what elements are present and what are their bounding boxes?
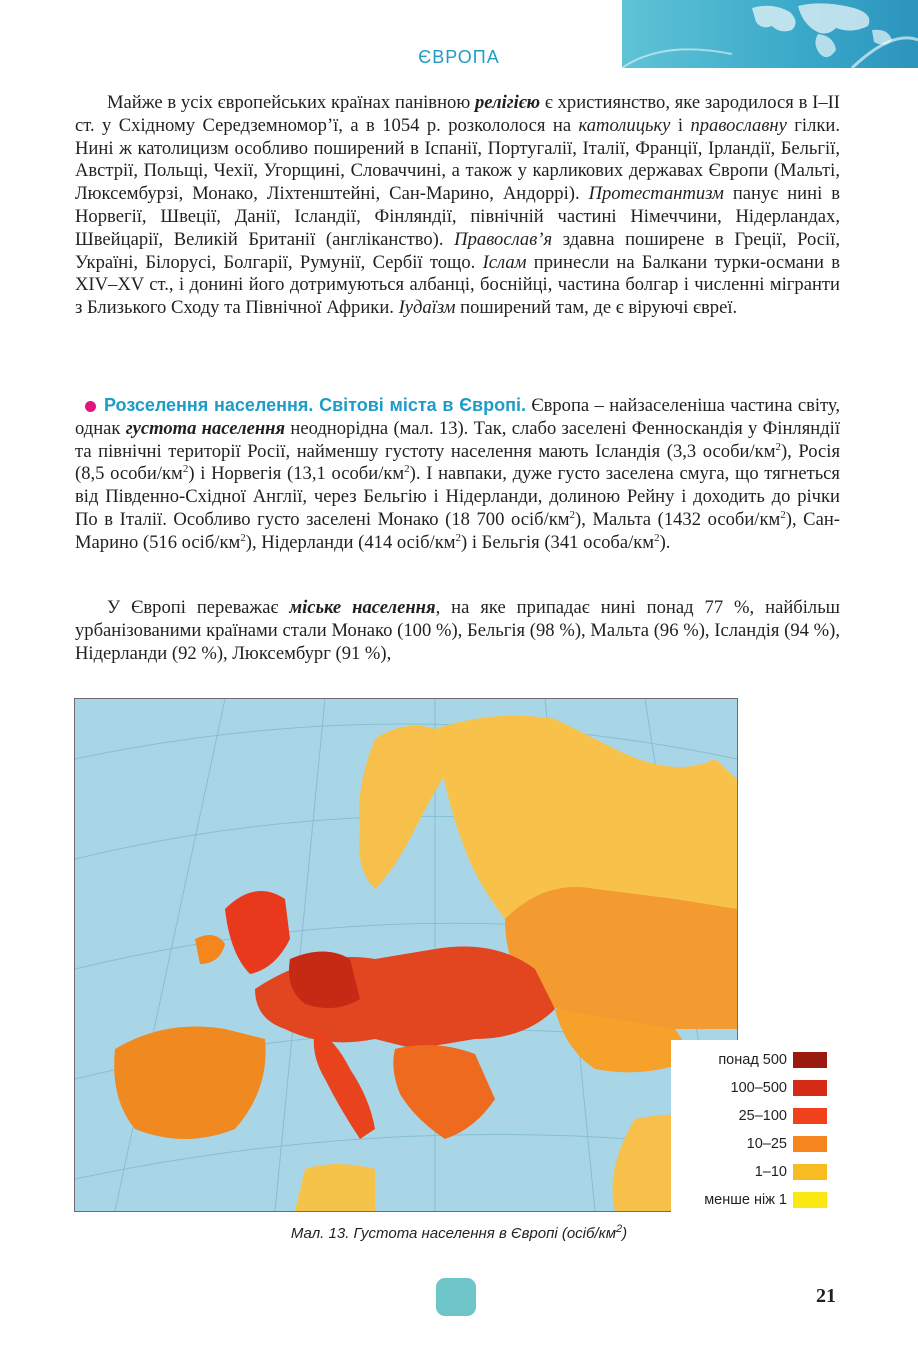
bullet-icon <box>85 401 96 412</box>
page-number: 21 <box>816 1285 836 1307</box>
population-density-map <box>74 698 738 1212</box>
legend-swatch <box>793 1192 827 1208</box>
paragraph-settlement <box>75 394 840 555</box>
legend-swatch <box>793 1136 827 1152</box>
legend-swatch <box>793 1080 827 1096</box>
legend-swatch <box>793 1052 827 1068</box>
paragraph-text: У Європі переважає міське населення, на яке припадає нині понад 77 %, найбільш урбанізованими країнами стали Монако (100 %), Бельгія (98 %), Мальта (96 %), Ісландія (94 %), Нідерланди (92 %), Люксембург (91 %), <box>75 597 840 664</box>
paragraph-text: Майже в усіх європейських країнах панівною релігією є християнство, яке зародилося в I–II ст. у Східному Середземномор’ї, а в 1054 р. розкололося на католицьку і православну гілки. Нині ж католицизм особливо поширений в Іспанії, Португалії, Італії, Франції, Ірландії, Бельгії, Австрії, Польщі, Чехії, Угорщині, Словаччині, а також у карликових державах Європи (Мальті, Люксембурзі, Монако, Ліхтенштейні, Сан-Марино, Андоррі). Протестантизм панує нині в Норвегії, Швеції, Данії, Ісландії, Фінляндії, північній частині Німеччини, Нідерландах, Швейцарії, Великій Британії (англіканство). Православ’я здавна поширене в Греції, Росії, Україні, Білорусі, Болгарії, Румунії, Сербії тощо. Іслам принесли на Балкани турки-османи в XIV–XV ст., і донині його дотримуються албанці, боснійці, частина болгар і численні мігранти з Близького Сходу та Північної Африки. Іудаїзм поширений там, де є віруючі євреї. <box>75 92 841 319</box>
legend-swatch <box>793 1108 827 1124</box>
paragraph-text: Розселення населення. Світові міста в Європі. Європа – найзаселеніша частина світу, однак густота населення неоднорідна (мал. 13). Так, слабо заселені Фенноскандія у Фінляндії та північні території Росії, найменшу густоту населення мають Ісландія (3,3 особи/$км^2$), Росія (8,5 особи/$км^2$) і Норвегія (13,1 особи/$км^2$). І навпаки, дуже густо заселена смуга, що тягнеться від Південно-Східної Англії, через Бельгію і Нідерланди, долиною Рейну і доходить до річки По в Італії. Особливо густо заселені Монако (18 700 осіб/$км^2$), Мальта (1432 особи/$км^2$), Сан-Марино (516 осіб/$км^2$), Нідерланди (414 осіб/$км^2$) і Бельгія (341 особа/$км^2$). <box>75 395 840 553</box>
paragraph-urban <box>75 597 840 665</box>
section-heading: Розселення населення. Світові міста в Європі. <box>104 395 526 415</box>
legend-swatch <box>793 1164 827 1180</box>
figure-caption: Мал. 13. Густота населення в Європі $(осіб/км^2)$ <box>290 1223 628 1242</box>
legend-item: 100–500 <box>731 1078 827 1098</box>
map-legend <box>671 1040 837 1216</box>
page-tab-marker <box>436 1278 476 1316</box>
europe-map-image <box>75 699 737 1211</box>
paragraph-religion <box>75 92 840 320</box>
legend-item: 25–100 <box>739 1106 827 1126</box>
legend-item: 10–25 <box>747 1134 827 1154</box>
legend-item: 1–10 <box>755 1162 827 1182</box>
legend-item: понад 500 <box>718 1050 827 1070</box>
legend-item: менше ніж 1 <box>704 1190 827 1210</box>
running-head: ЄВРОПА <box>418 47 500 67</box>
